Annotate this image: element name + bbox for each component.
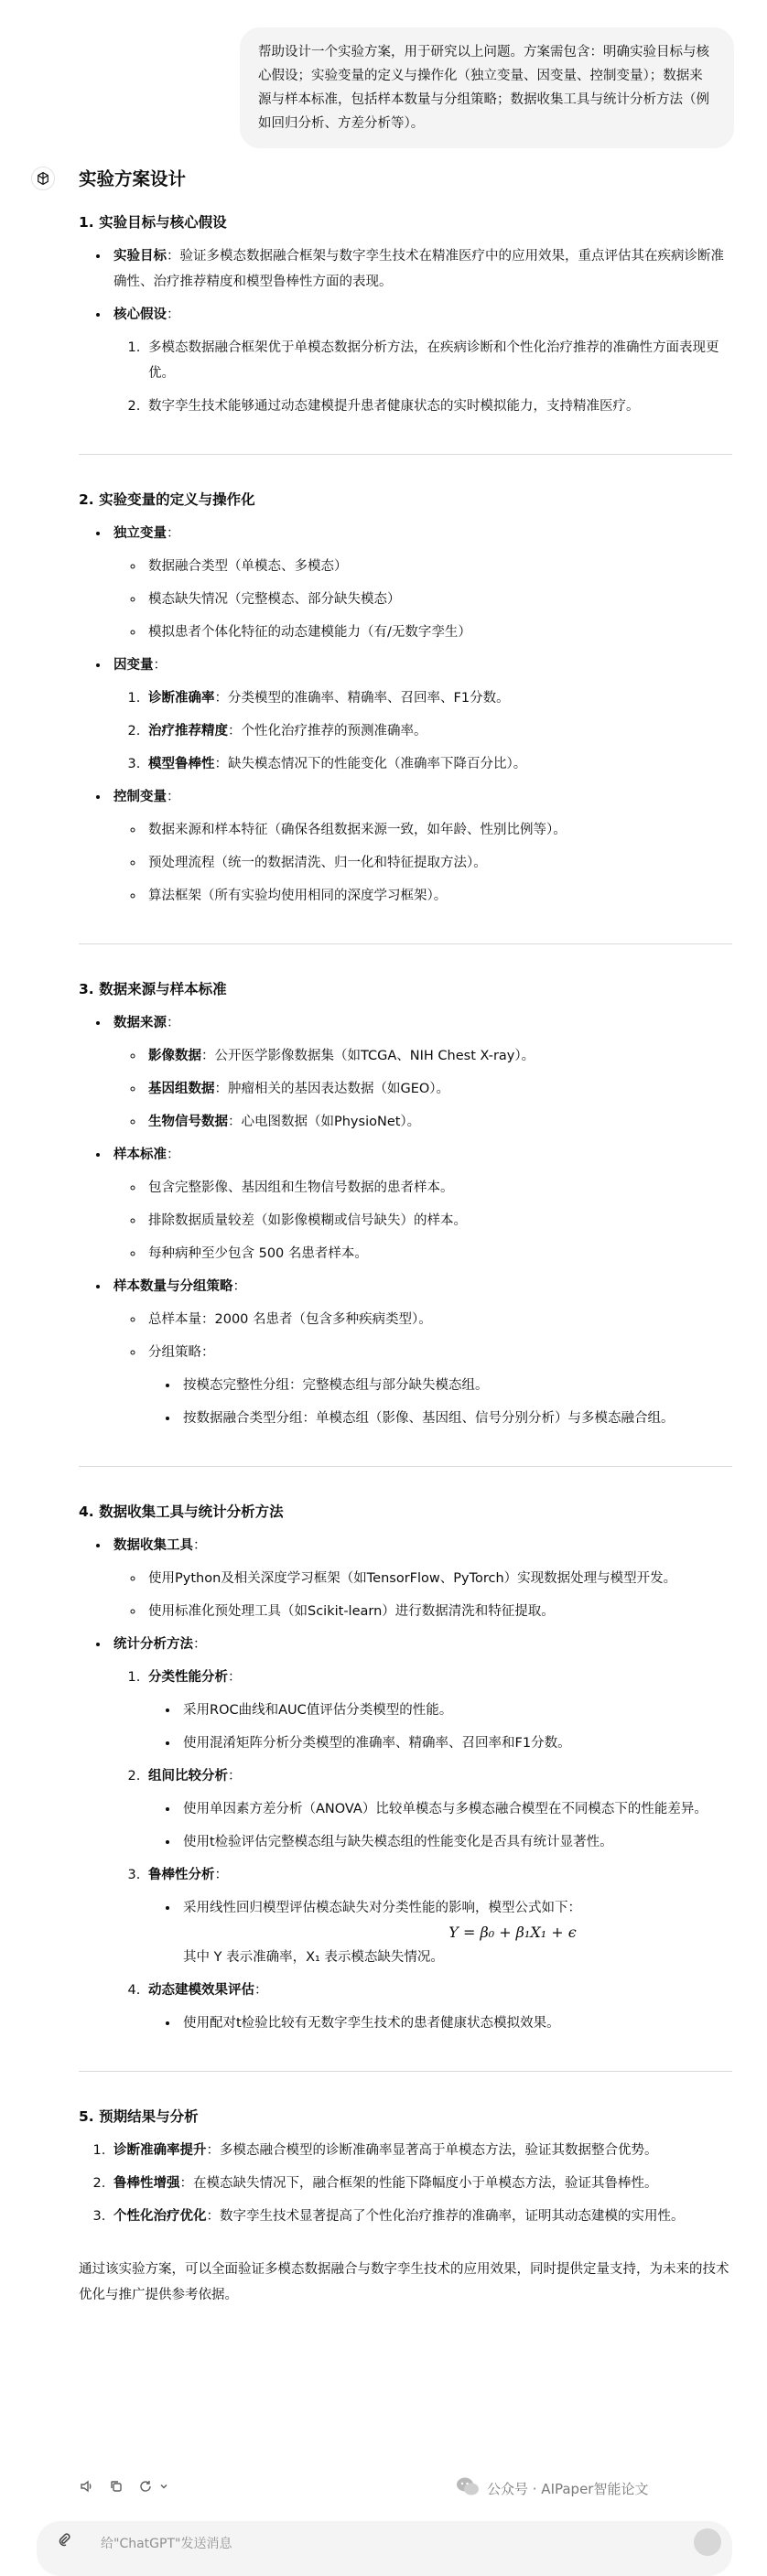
- assistant-answer: [79, 165, 732, 2308]
- list-item: • 样本标准： ◦ 包含完整影像、基因组和生物信号数据的患者样本。 ◦ 排除数据质量较差（如影像模糊或信号缺失）的样本。 ◦ 每种病种至少包含 500 名患者样本。: [110, 1142, 732, 1266]
- divider: [79, 454, 732, 455]
- list-item: 3. 个性化治疗优化：数字孪生技术显著提高了个性化治疗推荐的准确率，证明其动态建模的实用性。: [110, 2204, 732, 2229]
- list-item: 4. 动态建模效果评估： • 使用配对t检验比较有无数字孪生技术的患者健康状态模拟效果。: [145, 1978, 732, 2036]
- list-item: ◦ 模拟患者个体化特征的动态建模能力（有/无数字孪生）: [145, 620, 732, 645]
- section-goals: [79, 210, 732, 419]
- divider: [79, 2071, 732, 2072]
- composer-placeholder: 给"ChatGPT"发送消息: [101, 2537, 232, 2551]
- list-item: • 使用配对t检验比较有无数字孪生技术的患者健康状态模拟效果。: [179, 2010, 732, 2036]
- list-item: ◦ 数据来源和样本特征（确保各组数据来源一致，如年龄、性别比例等）。: [145, 817, 732, 843]
- list-item: ◦ 每种病种至少包含 500 名患者样本。: [145, 1241, 732, 1266]
- list-item: 2. 治疗推荐精度：个性化治疗推荐的预测准确率。: [145, 718, 732, 744]
- list-item: 1. 多模态数据融合框架优于单模态数据分析方法，在疾病诊断和个性化治疗推荐的准确性方面表现更优。: [145, 335, 732, 386]
- list-item: ◦ 使用Python及相关深度学习框架（如TensorFlow、PyTorch）实现数据处理与模型开发。: [145, 1566, 732, 1591]
- list-item: • 使用混淆矩阵分析分类模型的准确率、精确率、召回率和F1分数。: [179, 1730, 732, 1756]
- list-item: 2. 鲁棒性增强：在模态缺失情况下，融合框架的性能下降幅度小于单模态方法，验证其鲁棒性。: [110, 2171, 732, 2196]
- regression-formula: Y = β₀ + β₁X₁ + ϵ: [448, 1924, 577, 1941]
- list-item: • 核心假设： 1. 多模态数据融合框架优于单模态数据分析方法，在疾病诊断和个性化治疗推荐的准确性方面表现更优。 2. 数字孪生技术能够通过动态建模提升患者健康状态的实时模拟能力，支持精准医疗。: [110, 302, 732, 419]
- section-title: 4. 数据收集工具与统计分析方法: [79, 1504, 284, 1520]
- paperclip-icon[interactable]: [57, 2532, 71, 2550]
- list-item: • 采用ROC曲线和AUC值评估分类模型的性能。: [179, 1698, 732, 1723]
- list-item: ◦ 算法框架（所有实验均使用相同的深度学习框架）。: [145, 883, 732, 909]
- chevron-down-icon[interactable]: [156, 2478, 172, 2495]
- list-item: • 样本数量与分组策略： ◦ 总样本量：2000 名患者（包含多种疾病类型）。 ◦ 分组策略： • 按模态完整性分组：完整模态组与部分缺失模态组。 • 按数据融合类型分组：单模态组（影像、基因组、信号分别分析）与多模态融合组。: [110, 1274, 732, 1431]
- list-item: • 因变量： 1. 诊断准确率：分类模型的准确率、精确率、召回率、F1分数。 2. 治疗推荐精度：个性化治疗推荐的预测准确率。 3. 模型鲁棒性：缺失模态情况下的性能变化（准确率下降百分比）。: [110, 652, 732, 777]
- list-item: • 按数据融合类型分组：单模态组（影像、基因组、信号分别分析）与多模态融合组。: [179, 1406, 732, 1431]
- list-item: • 采用线性回归模型评估模态缺失对分类性能的影响，模型公式如下： Y = β₀ + β₁X₁ + ϵ 其中 Y 表示准确率，X₁ 表示模态缺失情况。: [179, 1895, 732, 1970]
- wechat-icon: [456, 2476, 480, 2500]
- section-methods: [79, 1500, 732, 2036]
- regenerate-icon[interactable]: [137, 2478, 154, 2495]
- list-item: ◦ 生物信号数据：心电图数据（如PhysioNet）。: [145, 1109, 732, 1135]
- list-item: ◦ 基因组数据：肿瘤相关的基因表达数据（如GEO）。: [145, 1076, 732, 1102]
- list-item: 2. 数字孪生技术能够通过动态建模提升患者健康状态的实时模拟能力，支持精准医疗。: [145, 393, 732, 419]
- formula-note: 其中 Y 表示准确率，X₁ 表示模态缺失情况。: [183, 1950, 444, 1965]
- user-message-text: 帮助设计一个实验方案，用于研究以上问题。方案需包含：明确实验目标与核心假设；实验变量的定义与操作化（独立变量、因变量、控制变量）；数据来源与样本标准，包括样本数量与分组策略；数据收集工具与统计分析方法（例如回归分析、方差分析等）。: [258, 45, 709, 131]
- section-title: 1. 实验目标与核心假设: [79, 214, 227, 231]
- section-title: 3. 数据来源与样本标准: [79, 981, 227, 997]
- list-item: • 统计分析方法： 1. 分类性能分析： • 采用ROC曲线和AUC值评估分类模型的性能。 • 使用混淆矩阵分析分类模型的准确率、精确率、召回率和F1分数。 2. 组间比较分析： • 使用单因素方差分析（ANOVA）比较单模态与多模态融合模型在不同模态下的性能差异。 • 使用t检验评估完整模态组与缺失模态组的性能变化是否具有统计显著性。 3. 鲁棒性分析： • 采用线性回归模型评估模态缺失对分类性能的影响，模型公式如下： Y = β₀ + β₁X₁ + ϵ 其中 Y 表示准确率，X₁ 表示模态缺失情况。 4. 动态建模效果评估： • 使用配对t检验比较有无数字孪生技术的患者健康状态模拟效果。: [110, 1632, 732, 2036]
- list-item: ◦ 预处理流程（统一的数据清洗、归一化和特征提取方法）。: [145, 850, 732, 876]
- list-item: ◦ 排除数据质量较差（如影像模糊或信号缺失）的样本。: [145, 1208, 732, 1234]
- list-item: ◦ 使用标准化预处理工具（如Scikit-learn）进行数据清洗和特征提取。: [145, 1599, 732, 1624]
- section-title: 2. 实验变量的定义与操作化: [79, 491, 255, 508]
- list-item: ◦ 总样本量：2000 名患者（包含多种疾病类型）。: [145, 1307, 732, 1332]
- user-message-bubble: [240, 27, 734, 148]
- divider: [79, 1466, 732, 1467]
- section-expected-results: [79, 2105, 732, 2229]
- send-button[interactable]: [694, 2528, 721, 2556]
- message-actions: [79, 2478, 172, 2495]
- list-item: 1. 诊断准确率提升：多模态融合模型的诊断准确率显著高于单模态方法，验证其数据整合优势。: [110, 2138, 732, 2163]
- section-title: 5. 预期结果与分析: [79, 2108, 199, 2125]
- answer-title: 实验方案设计: [79, 168, 187, 189]
- list-item: 2. 组间比较分析： • 使用单因素方差分析（ANOVA）比较单模态与多模态融合模型在不同模态下的性能差异。 • 使用t检验评估完整模态组与缺失模态组的性能变化是否具有统计显著性。: [145, 1763, 732, 1855]
- list-item: 3. 鲁棒性分析： • 采用线性回归模型评估模态缺失对分类性能的影响，模型公式如下： Y = β₀ + β₁X₁ + ϵ 其中 Y 表示准确率，X₁ 表示模态缺失情况。: [145, 1862, 732, 1970]
- list-item: • 使用单因素方差分析（ANOVA）比较单模态与多模态融合模型在不同模态下的性能差异。: [179, 1796, 732, 1822]
- list-item: ◦ 影像数据：公开医学影像数据集（如TCGA、NIH Chest X-ray）。: [145, 1043, 732, 1069]
- section-data-sources: [79, 977, 732, 1431]
- divider: [79, 943, 732, 944]
- list-item: 1. 诊断准确率：分类模型的准确率、精确率、召回率、F1分数。: [145, 685, 732, 711]
- section-variables: [79, 488, 732, 909]
- watermark: [456, 2476, 648, 2500]
- list-item: ◦ 分组策略： • 按模态完整性分组：完整模态组与部分缺失模态组。 • 按数据融合类型分组：单模态组（影像、基因组、信号分别分析）与多模态融合组。: [145, 1340, 732, 1431]
- list-item: • 按模态完整性分组：完整模态组与部分缺失模态组。: [179, 1373, 732, 1398]
- list-item: • 独立变量： ◦ 数据融合类型（单模态、多模态） ◦ 模态缺失情况（完整模态、部分缺失模态） ◦ 模拟患者个体化特征的动态建模能力（有/无数字孪生）: [110, 521, 732, 645]
- copy-icon[interactable]: [108, 2478, 124, 2495]
- list-item: 3. 模型鲁棒性：缺失模态情况下的性能变化（准确率下降百分比）。: [145, 751, 732, 777]
- watermark-text: 公众号 · AIPaper智能论文: [487, 2480, 649, 2497]
- speaker-icon[interactable]: [79, 2478, 95, 2495]
- list-item: ◦ 包含完整影像、基因组和生物信号数据的患者样本。: [145, 1175, 732, 1201]
- openai-logo-icon: [31, 167, 55, 190]
- message-composer[interactable]: [37, 2521, 732, 2576]
- list-item: ◦ 数据融合类型（单模态、多模态）: [145, 554, 732, 579]
- list-item: 1. 分类性能分析： • 采用ROC曲线和AUC值评估分类模型的性能。 • 使用混淆矩阵分析分类模型的准确率、精确率、召回率和F1分数。: [145, 1665, 732, 1756]
- list-item: • 使用t检验评估完整模态组与缺失模态组的性能变化是否具有统计显著性。: [179, 1829, 732, 1855]
- list-item: ◦ 模态缺失情况（完整模态、部分缺失模态）: [145, 587, 732, 612]
- list-item: • 数据来源： ◦ 影像数据：公开医学影像数据集（如TCGA、NIH Chest X-ray）。 ◦ 基因组数据：肿瘤相关的基因表达数据（如GEO）。 ◦ 生物信号数据：心电图数据（如PhysioNet）。: [110, 1010, 732, 1135]
- list-item: • 数据收集工具： ◦ 使用Python及相关深度学习框架（如TensorFlow、PyTorch）实现数据处理与模型开发。 ◦ 使用标准化预处理工具（如Scikit-learn）进行数据清洗和特征提取。: [110, 1533, 732, 1624]
- list-item: • 实验目标：验证多模态数据融合框架与数字孪生技术在精准医疗中的应用效果，重点评估其在疾病诊断准确性、治疗推荐精度和模型鲁棒性方面的表现。: [110, 243, 732, 295]
- list-item: • 控制变量： ◦ 数据来源和样本特征（确保各组数据来源一致，如年龄、性别比例等）。 ◦ 预处理流程（统一的数据清洗、归一化和特征提取方法）。 ◦ 算法框架（所有实验均使用相同的深度学习框架）。: [110, 784, 732, 909]
- closing-paragraph: 通过该实验方案，可以全面验证多模态数据融合与数字孪生技术的应用效果，同时提供定量支持，为未来的技术优化与推广提供参考依据。: [79, 2262, 729, 2302]
